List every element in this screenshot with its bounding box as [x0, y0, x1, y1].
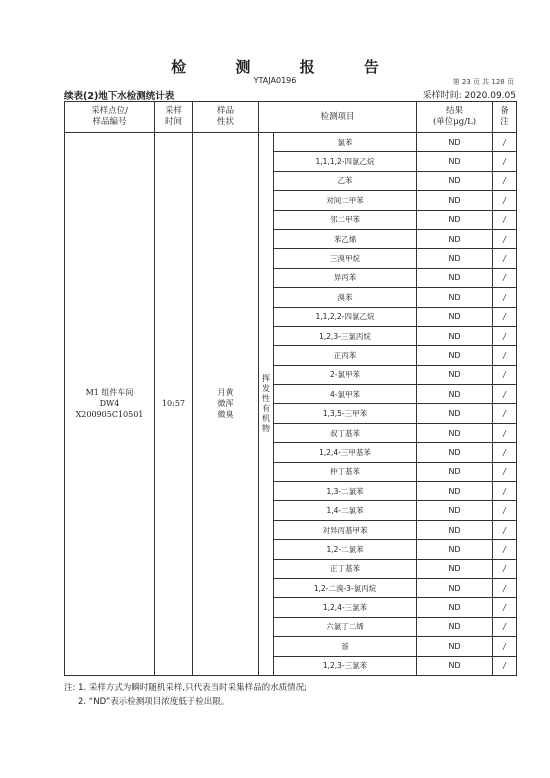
table-header-row	[65, 102, 517, 133]
test-item-cell: 苯乙烯	[274, 229, 417, 248]
header-sample-point	[65, 102, 155, 133]
remark-cell: /	[493, 307, 517, 326]
header-remark-label: 备 注	[500, 106, 509, 127]
sample-id: X200905C10501	[75, 410, 144, 420]
test-item-cell: 1,1,1,2-四氯乙烷	[274, 152, 417, 171]
result-cell: ND	[417, 229, 493, 248]
result-cell: ND	[417, 462, 493, 481]
remark-cell: /	[493, 656, 517, 675]
remark-cell: /	[493, 249, 517, 268]
result-cell: ND	[417, 346, 493, 365]
page-number: 第 23 页 共 128 页	[452, 78, 514, 86]
test-item-cell: 正丁基苯	[274, 559, 417, 578]
sample-trait: 月黄 微浑 微臭	[217, 388, 234, 420]
remark-cell: /	[493, 268, 517, 287]
result-cell: ND	[417, 307, 493, 326]
test-item-cell: 4-氯甲苯	[274, 385, 417, 404]
test-item-cell: 1,3-二氯苯	[274, 482, 417, 501]
remark-cell: /	[493, 210, 517, 229]
remark-cell: /	[493, 326, 517, 345]
header-test-item	[259, 102, 417, 133]
table-row	[65, 133, 517, 152]
remark-cell: /	[493, 520, 517, 539]
remark-cell: /	[493, 152, 517, 171]
remark-cell: /	[493, 288, 517, 307]
test-item-cell: 1,4-二氯苯	[274, 501, 417, 520]
result-cell: ND	[417, 656, 493, 675]
header-test-item-label: 检测项目	[320, 111, 355, 122]
results-table	[64, 101, 517, 676]
notes	[64, 681, 307, 709]
test-item-cell: 1,2,4-三氯苯	[274, 598, 417, 617]
note-2: 2. “ND”表示检测项目浓度低于检出限。	[78, 697, 230, 707]
remark-cell: /	[493, 191, 517, 210]
test-item-cell: 六氯丁二烯	[274, 617, 417, 636]
result-cell: ND	[417, 482, 493, 501]
remark-cell: /	[493, 578, 517, 597]
header-sample-time-label: 采样 时间	[164, 106, 182, 127]
result-cell: ND	[417, 133, 493, 152]
remark-cell: /	[493, 385, 517, 404]
test-item-cell: 1,2-二氯苯	[274, 540, 417, 559]
remark-cell: /	[493, 346, 517, 365]
table-title: 续表(2)地下水检测统计表	[64, 91, 175, 102]
remark-cell: /	[493, 443, 517, 462]
sample-date: 采样时间: 2020.09.05	[422, 91, 516, 101]
remark-cell: /	[493, 423, 517, 442]
result-cell: ND	[417, 385, 493, 404]
result-cell: ND	[417, 171, 493, 190]
result-cell: ND	[417, 617, 493, 636]
header-result-label: 结果 (单位μg/L)	[432, 106, 477, 127]
test-item-cell: 氯苯	[274, 133, 417, 152]
remark-cell: /	[493, 617, 517, 636]
remark-cell: /	[493, 482, 517, 501]
sample-well: DW4	[99, 399, 120, 409]
sample-point-name: M1 组件车间	[85, 388, 134, 398]
test-item-cell: 1,1,2,2-四氯乙烷	[274, 307, 417, 326]
test-item-cell: 对间二甲苯	[274, 191, 417, 210]
result-cell: ND	[417, 520, 493, 539]
header-remark	[493, 102, 517, 133]
remark-cell: /	[493, 404, 517, 423]
remark-cell: /	[493, 133, 517, 152]
result-cell: ND	[417, 210, 493, 229]
test-item-cell: 1,2,4-三甲基苯	[274, 443, 417, 462]
remark-cell: /	[493, 501, 517, 520]
sample-point-cell	[65, 133, 155, 676]
result-cell: ND	[417, 443, 493, 462]
header-sample-time	[155, 102, 193, 133]
category-label: 挥发性有机物	[261, 373, 271, 434]
result-cell: ND	[417, 365, 493, 384]
test-item-cell: 1,2,3-三氯丙烷	[274, 326, 417, 345]
sample-time-cell	[155, 133, 193, 676]
remark-cell: /	[493, 229, 517, 248]
result-cell: ND	[417, 637, 493, 656]
note-1: 注: 1. 采样方式为瞬时随机采样,只代表当时采集样品的水质情况;	[64, 683, 307, 693]
test-item-cell: 2-氯甲苯	[274, 365, 417, 384]
remark-cell: /	[493, 559, 517, 578]
sample-trait-cell	[193, 133, 259, 676]
test-item-cell: 乙苯	[274, 171, 417, 190]
test-item-cell: 叔丁基苯	[274, 423, 417, 442]
remark-cell: /	[493, 540, 517, 559]
header-sample-trait-label: 样品 性状	[216, 106, 234, 127]
remark-cell: /	[493, 462, 517, 481]
test-item-cell: 正丙苯	[274, 346, 417, 365]
test-item-cell: 1,2-二溴-3-氯丙烷	[274, 578, 417, 597]
test-item-cell: 三溴甲烷	[274, 249, 417, 268]
test-item-cell: 异丙苯	[274, 268, 417, 287]
test-item-cell: 萘	[274, 637, 417, 656]
result-cell: ND	[417, 501, 493, 520]
category-cell	[259, 133, 274, 676]
result-cell: ND	[417, 404, 493, 423]
test-item-cell: 1,2,3-三氯苯	[274, 656, 417, 675]
result-cell: ND	[417, 288, 493, 307]
result-cell: ND	[417, 423, 493, 442]
test-item-cell: 对异丙基甲苯	[274, 520, 417, 539]
header-sample-point-label: 采样点位/ 样品编号	[91, 106, 128, 127]
header-result	[417, 102, 493, 133]
result-cell: ND	[417, 191, 493, 210]
result-cell: ND	[417, 559, 493, 578]
result-cell: ND	[417, 326, 493, 345]
test-item-cell: 1,3,5-三甲苯	[274, 404, 417, 423]
report-code: YTAJA0196	[253, 76, 297, 85]
result-cell: ND	[417, 152, 493, 171]
remark-cell: /	[493, 365, 517, 384]
result-cell: ND	[417, 598, 493, 617]
result-cell: ND	[417, 578, 493, 597]
test-item-cell: 邻二甲苯	[274, 210, 417, 229]
remark-cell: /	[493, 598, 517, 617]
result-cell: ND	[417, 268, 493, 287]
test-item-cell: 仲丁基苯	[274, 462, 417, 481]
remark-cell: /	[493, 637, 517, 656]
result-cell: ND	[417, 249, 493, 268]
table-body	[65, 133, 517, 676]
header-sample-trait	[193, 102, 259, 133]
report-title: 检 测 报 告	[171, 58, 401, 76]
sample-time: 10:57	[161, 399, 186, 409]
remark-cell: /	[493, 171, 517, 190]
result-cell: ND	[417, 540, 493, 559]
test-item-cell: 溴苯	[274, 288, 417, 307]
